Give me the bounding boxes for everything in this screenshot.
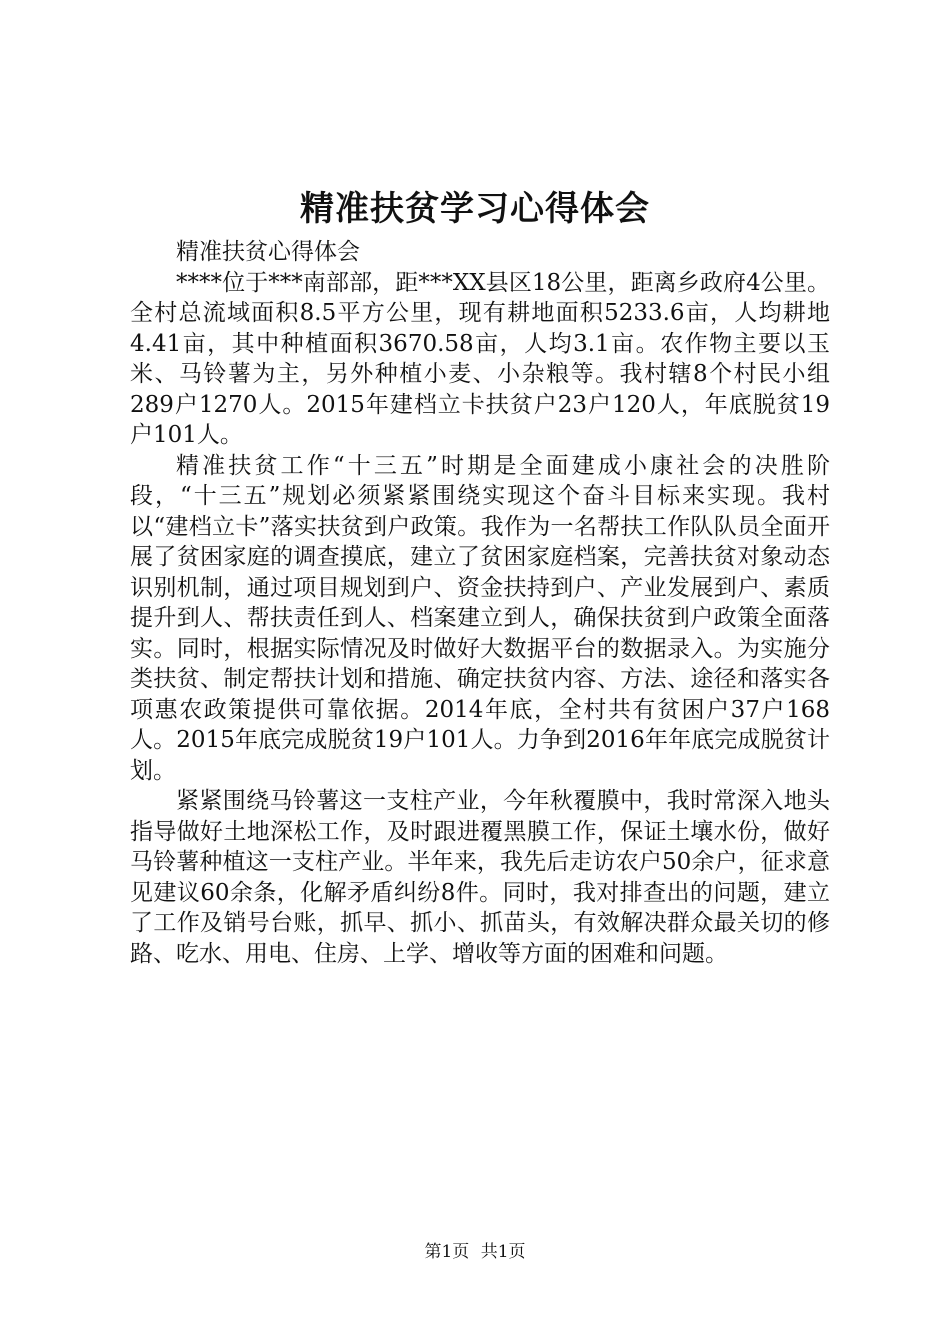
page-number: 第1页 — [424, 1242, 470, 1262]
paragraph-2: 精准扶贫工作“十三五”时期是全面建成小康社会的决胜阶段，“十三五”规划必须紧紧围绕实现这个奋斗目标来实现。我村以“建档立卡”落实扶贫到户政策。我作为一名帮扶工作队队员全面开展了贫困家庭的调查摸底，建立了贫困家庭档案，完善扶贫对象动态识别机制，通过项目规划到户、资金扶持到户、产业发展到户、素质提升到人、帮扶责任到人、档案建立到人，确保扶贫到户政策全面落实。同时，根据实际情况及时做好大数据平台的数据录入。为实施分类扶贫、制定帮扶计划和措施、确定扶贫内容、方法、途径和落实各项惠农政策提供可靠依据。2014年底，全村共有贫困户37户168人。2015年底完成脱贫19户101人。力争到2016年年底完成脱贫计划。 — [130, 452, 830, 784]
paragraph-3: 紧紧围绕马铃薯这一支柱产业，今年秋覆膜中，我时常深入地头指导做好土地深松工作，及时跟进覆黑膜工作，保证土壤水份，做好马铃薯种植这一支柱产业。半年来，我先后走访农户50余户，征求意见建议60余条，化解矛盾纠纷8件。同时，我对排查出的问题，建立了工作及销号台账，抓早、抓小、抓苗头，有效解决群众最关切的修路、吃水、用电、住房、上学、增收等方面的困难和问题。 — [130, 788, 830, 967]
page-total: 共1页 — [480, 1242, 526, 1262]
document-title: 精准扶贫学习心得体会 — [300, 189, 650, 229]
document-subtitle: 精准扶贫心得体会 — [176, 239, 360, 265]
page-footer — [0, 1240, 950, 1264]
paragraph-1: ****位于***南部部，距***XX县区18公里，距离乡政府4公里。全村总流域面积8.5平方公里，现有耕地面积5233.6亩，人均耕地4.41亩，其中种植面积3670.58亩，人均3.1亩。农作物主要以玉米、马铃薯为主，另外种植小麦、小杂粮等。我村辖8个村民小组289户1270人。2015年建档立卡扶贫户23户120人，年底脱贫19户101人。 — [130, 269, 830, 448]
document-body — [130, 237, 830, 969]
